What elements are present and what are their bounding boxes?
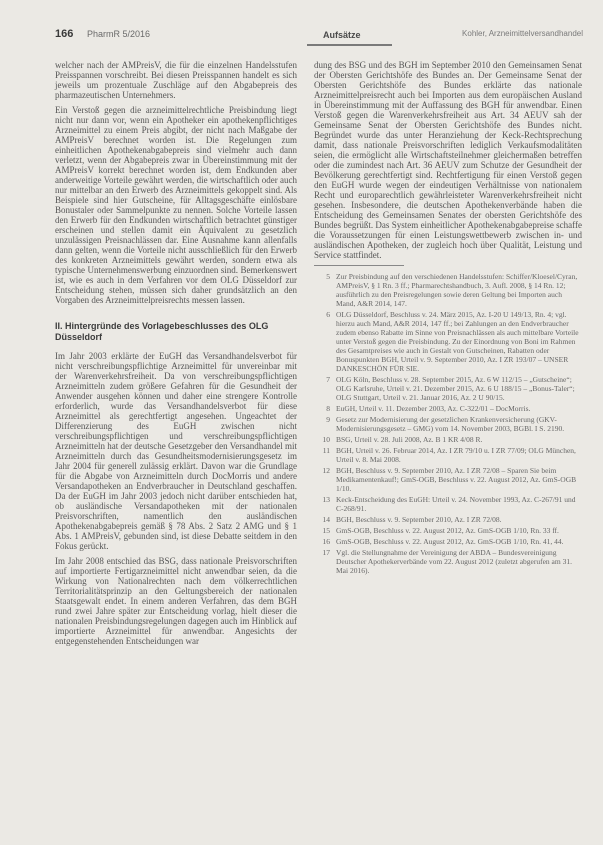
footnote (314, 272, 582, 308)
footnote-number: 9 (326, 415, 330, 424)
page-header (55, 28, 583, 44)
footnote-text: EuGH, Urteil v. 11. Dezember 2003, Az. C-322/01 – DocMorris. (336, 404, 531, 413)
footnote (314, 435, 582, 444)
journal-name: PharmR 5/2016 (87, 29, 151, 39)
footnote-number: 14 (322, 515, 330, 524)
footnote-text: BGH, Urteil v. 26. Februar 2014, Az. I ZR 79/10 u. I ZR 77/09; OLG München, Urteil v. 8. Mai 2008. (336, 446, 576, 464)
footnote-text: Zur Preisbindung auf den verschiedenen Handelsstufen: Schiffer/Kloesel/Cyran, AMPreisV, § 1 Rn. 3 ff.; Pharmarechtshandbuch, 3. Aufl. 2008, § 14 Rn. 12; ausführlich zu den Preisregelungen sowie deren Geltung bei Importen auch Mand, A&R 2014, 147. (336, 272, 578, 308)
paragraph: dung des BSG und des BGH im September 2010 den Gemeinsamen Senat der Obersten Gerichtshöfe des Bundes an. Der Gemeinsame Senat der Obersten Gerichtshöfe des Bundes erklärte das nationale Arzneimittelpreisrecht auch bei Importen aus dem europäischen Ausland in Übereinstimmung mit der Auffassung des BGH für anwendbar. Einen Verstoß gegen die Warenverkehrsfreiheit aus Art. 34 AEUV sah der Gemeinsame Senat der Obersten Gerichtshöfe des Bundes nicht. Begründet wurde das unter Heranziehung der Keck-Rechtsprechung damit, dass nationale Preisvorschriften lediglich Verkaufsmodalitäten seien, die ermöglicht alle Wirtschaftsteilnehmer gleichermaßen betreffen oder die zumindest nach Art. 36 AEUV zum Schutze der Gesundheit der Bevölkerung gerechtfertigt sind. Rechtfertigung für einen Verstoß gegen den EuGH wurde wegen der eindeutigen Verhältnisse von nationalem Recht und europarechtlich gewährleisteter Warenverkehrsfreiheit nicht gesehen. Insbesondere, die deutschen Apothekenverbände haben die Entscheidung des Gemeinsamen Senates der obersten Gerichtshöfe des Bundes begrüßt. Das System einheitlicher Apothekenabgabepreise schaffe die Voraussetzungen für einen Leistungswettbewerb zwischen in- und ausländischen Apotheken, der zugleich hoch über Qualität, Leistung und Service stattfindet. (314, 60, 582, 260)
paragraph: Ein Verstoß gegen die arzneimittelrechtliche Preisbindung liegt nicht nur dann vor, wenn ein Apotheker ein apothekenpflichtiges Arzneimittel zu einem Preis abgibt, der nicht nach Maßgabe der AMPreisV berechnet worden ist. Die Regelungen zum einheitlichen Apothekenabgabepreis sind vielmehr auch dann verletzt, wenn der Abgabepreis zwar in Übereinstimmung mit der AMPreisV korrekt berechnet worden ist, dem Endkunden aber anderweitige Vorteile gewährt werden, die wirtschaftlich oder auch nur mittelbar an den Erwerb des Arzneimittels gekoppelt sind. Als Beispiele sind hier Gutscheine, für Alltagsgeschäfte einlösbare Bonustaler oder Sammelpunkte zu nennen. Solche Vorteile lassen den Erwerb für den Endkunden wirtschaftlich betrachtet günstiger erscheinen und stellen damit ein Äquivalent zu gesetzlich unzulässigen Preisnachlässen dar. Eine Ausnahme kann allenfalls dann gelten, wenn die Vorteile nicht ausschließlich für den Erwerb des konkreten Arzneimittels gewährt werden, sondern etwa als typische Unternehmenswerbung einzuordnen sind. Bemerkenswert ist, wie es auch in dem Verfahren vor dem OLG Düsseldorf zur Entscheidung stehen, müssen sich daher grundsätzlich an den Vorgaben des Arzneimittelpreisrechts messen lassen. (55, 105, 297, 305)
footnote (314, 375, 582, 402)
footnote-number: 10 (322, 435, 330, 444)
footnote (314, 415, 582, 433)
paragraph: welcher nach der AMPreisV, die für die einzelnen Handelsstufen Preisspannen vorschreibt. Bei diesen Preisspannen handelt es sich jeweils um prozentuale Zuschläge auf den Abgabepreis des pharmazeutischen Unternehmers. (55, 60, 297, 100)
footnote-text: GmS-OGB, Beschluss v. 22. August 2012, Az. GmS-OGB 1/10, Rn. 33 ff. (336, 526, 559, 535)
footnote (314, 548, 582, 575)
section-rule (307, 44, 392, 46)
footnote-text: OLG Köln, Beschluss v. 28. September 2015, Az. 6 W 112/15 – „Gutscheine“; OLG Karlsruhe, Urteil v. 21. Dezember 2015, Az. 6 U 188/15 – „Bonus-Taler“; OLG Stuttgart, Urteil v. 21. Januar 2016, Az. 2 U 90/15. (336, 375, 575, 402)
footnote (314, 537, 582, 546)
footnotes-list (314, 272, 582, 575)
footnote-number: 12 (322, 466, 330, 475)
footnote-number: 13 (322, 495, 330, 504)
paragraph: Im Jahr 2008 entschied das BSG, dass nationale Preisvorschriften auf importierte Fertigarzneimittel nicht anwendbar seien, da die Wirkung von Nationalrechten nach dem völkerrechtlichen Territorialitätsprinzip an den Geltungsbereich der nationalen Staatsgewalt endet. In einem anderen Verfahren, das dem BGH rund zwei Jahre später zur Entscheidung vorlag, hielt dieser die nationalen Preisbindungsregelungen dagegen auch im Hinblick auf importierte Arzneimittel für anwendbar. Angesichts der entgegenstehenden Entscheidungen war (55, 556, 297, 646)
left-column (55, 60, 297, 651)
footnote-text: BGH, Beschluss v. 9. September 2010, Az. I ZR 72/08 – Sparen Sie beim Medikamentenkauf!; GmS-OGB, Beschluss v. 22. August 2012, Az. GmS-OGB 1/10. (336, 466, 577, 493)
footnote-text: OLG Düsseldorf, Beschluss v. 24. März 2015, Az. I-20 U 149/13, Rn. 4; vgl. hierzu auch Mand, A&R 2014, 147 ff.; bei Zahlungen an den Endverbraucher zudem ebenso Rabatte im Sinne von Preisnachlässen als auch mittelbare Vorteile unter Verstoß gegen die Preisbindung. Zu der Einordnung von Boni im Rahmen des Gesamtpreises wie auch in Gestalt von Gutscheinen, Rabatten oder Bonuspunkten BGH, Urteil v. 9. September 2010, Az. I ZR 193/07 – UNSER DANKESCHÖN FÜR SIE. (336, 310, 579, 373)
section-heading: II. Hintergründe des Vorlagebeschlusses des OLG Düsseldorf (55, 321, 269, 342)
footnote-number: 5 (326, 272, 330, 281)
footnote-number: 7 (326, 375, 330, 384)
footnote (314, 446, 582, 464)
footnote (314, 404, 582, 413)
footnote-divider (314, 265, 404, 266)
footnote (314, 515, 582, 524)
footnote (314, 526, 582, 535)
footnote (314, 466, 582, 493)
footnote-number: 16 (322, 537, 330, 546)
footnote-text: Vgl. die Stellungnahme der Vereinigung der ABDA – Bundesvereinigung Deutscher Apothekerverbände vom 22. August 2012 (zuletzt abgerufen am 31. Mai 2016). (336, 548, 572, 575)
footnote-number: 6 (326, 310, 330, 319)
footnote-text: BSG, Urteil v. 28. Juli 2008, Az. B 1 KR 4/08 R. (336, 435, 483, 444)
footnote (314, 495, 582, 513)
footnote-number: 15 (322, 526, 330, 535)
footnote-text: Gesetz zur Modernisierung der gesetzlichen Krankenversicherung (GKV-Modernisierungsgesetz – GMG) vom 14. November 2003, BGBl. I S. 2190. (336, 415, 565, 433)
footnote (314, 310, 582, 373)
running-title: Kohler, Arzneimittelversandhandel (462, 29, 583, 38)
footnote-number: 8 (326, 404, 330, 413)
footnote-number: 11 (322, 446, 330, 455)
footnote-text: BGH, Beschluss v. 9. September 2010, Az. I ZR 72/08. (336, 515, 502, 524)
paragraph: Im Jahr 2003 erklärte der EuGH das Versandhandelsverbot für nicht verschreibungspflichtige Arzneimittel für unvereinbar mit der Warenverkehrsfreiheit. Da von verschreibungspflichtigen Arzneimitteln zudem größere Gefahren für die Gesundheit der Anwender ausgehen können und daher eine strengere Kontrolle erforderlich, wurde das Versandhandelsverbot für diese Arzneimittel als gerechtfertigt angesehen. Ungeachtet der Differenzierung des EuGH zwischen nicht verschreibungspflichtigen und verschreibungspflichtigen Arzneimitteln hat der deutsche Gesetzgeber den Versandhandel mit Arzneimitteln durch das Gesundheitsmodernisierungsgesetz im Jahr 2004 für generell zulässig erklärt. Davon war die Grundlage für die Abgabe von Arzneimitteln durch DocMorris und andere Versandapotheken an Endverbraucher in Deutschland geschaffen. Da der EuGH im Jahr 2003 jedoch nicht darüber entschieden hat, ob ausländische Versandapotheken mit der nationalen Preisvorschriften, namentlich den ausländischen Apothekenabgabepreis gemäß § 78 Abs. 2 Satz 2 AMG und § 1 Abs. 1 AMPreisV, gebunden sind, ist diese Debatte seitdem in den Fokus gerückt. (55, 351, 297, 551)
footnote-text: Keck-Entscheidung des EuGH: Urteil v. 24. November 1993, Az. C-267/91 und C-268/91. (336, 495, 576, 513)
right-column (314, 60, 582, 577)
footnote-number: 17 (322, 548, 330, 557)
footnote-text: GmS-OGB, Beschluss v. 22. August 2012, Az. GmS-OGB 1/10, Rn. 41, 44. (336, 537, 564, 546)
page-number: 166 (55, 28, 74, 40)
section-title: Aufsätze (323, 30, 361, 40)
